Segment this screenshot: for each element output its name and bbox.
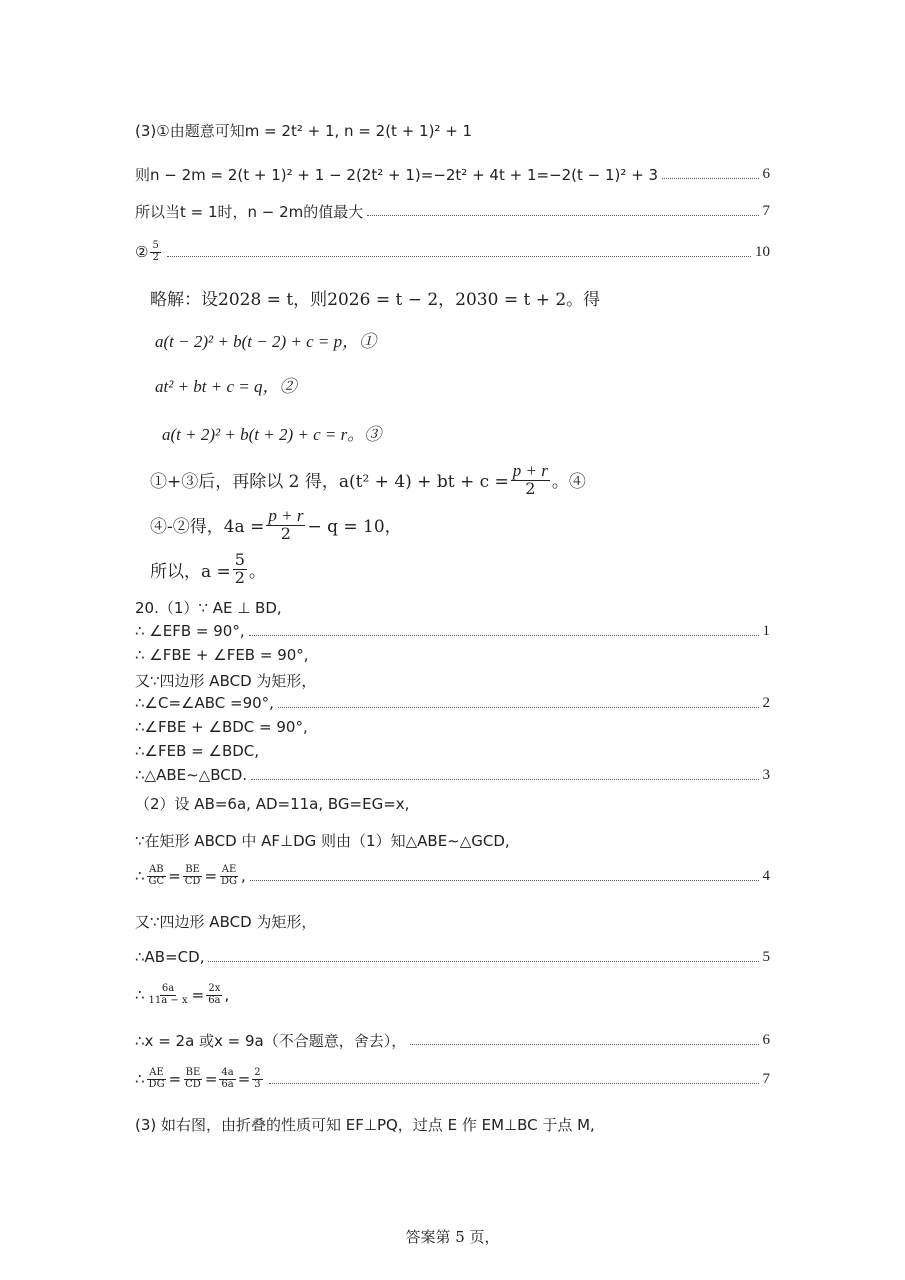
line-text: （2）设 AB=6a, AD=11a, BG=EG=x, [135, 795, 410, 813]
line-text: 则n − 2m = 2(t + 1)² + 1 − 2(2t² + 1)=−2t² + 4t + 1=−2(t − 1)² + 3 [135, 166, 659, 184]
line-q20-similar [135, 766, 770, 784]
line-equation-2 [155, 372, 790, 397]
line-text: ∴ [135, 1070, 145, 1088]
line-text: ∴ [135, 867, 145, 885]
line-text: a(t − 2)² + b(t − 2) + c = p，① [155, 332, 377, 351]
page-footer: 答案第 5 页， [405, 1228, 500, 1246]
line-q20-step1 [135, 622, 770, 640]
line-text: ∴△ABE∼△BCD. [135, 766, 248, 784]
dot-leader [167, 256, 751, 257]
line-q20-step2 [135, 694, 770, 712]
score-point: 2 [762, 694, 770, 711]
line-text: ①+③后，再除以 2 得，a(t² + 4) + bt + c = [150, 472, 509, 493]
line-text: ② [135, 243, 149, 261]
line-text: ∴ [135, 986, 145, 1004]
line-equation-4 [150, 462, 785, 498]
line-text: 所以，a = [150, 561, 231, 582]
dot-leader [278, 707, 759, 708]
fraction: $\frac{AB}{GC}$ [148, 864, 165, 887]
line-text: ∵在矩形 ABCD 中 AF⊥DG 则由（1）知△ABE∼△GCD, [135, 832, 510, 850]
line-tail: 。 [248, 561, 266, 582]
line-tail: − q = 10， [307, 517, 402, 538]
dot-leader [410, 1044, 758, 1045]
line-equation-1 [155, 327, 790, 352]
score-point: 1 [762, 622, 770, 639]
line-text: 又∵四边形 ABCD 为矩形， [135, 913, 317, 931]
line-text: ④-②得，4a = [150, 517, 265, 538]
fraction: $\frac{2}{3}$ [254, 1067, 261, 1090]
fraction: $\frac{p + r}{2}$ [512, 461, 548, 498]
dot-leader [251, 779, 758, 780]
line-text: 又∵四边形 ABCD 为矩形， [135, 672, 317, 690]
line-subtract [150, 507, 785, 543]
line-tail: , [224, 986, 230, 1004]
score-point: 3 [762, 766, 770, 783]
dot-leader [208, 961, 758, 962]
fraction: $\frac{5}{2}$ [152, 240, 159, 263]
line-q20-step1b [135, 646, 770, 664]
line-text: ∴ ∠EFB = 90°, [135, 622, 245, 640]
score-point: 7 [762, 1070, 770, 1087]
line-tail: 。④ [551, 472, 586, 493]
dot-leader [249, 635, 759, 636]
line-result-a [150, 552, 785, 587]
line-q20-rect2 [135, 911, 770, 932]
line-q20-angle-equal [135, 742, 770, 760]
line-equation-3 [162, 420, 797, 445]
line-q20-start [135, 597, 770, 618]
line-q20-ratio: ∴ $\frac{AB}{GC}$ = $\frac{BE}{CD}$ = $\frac{AE}{DG}$ , 4 [135, 864, 770, 887]
score-point: 6 [762, 166, 770, 182]
line-text: ∴AB=CD, [135, 948, 205, 966]
line-q20-rect [135, 670, 770, 691]
dot-leader [367, 215, 758, 216]
line-q20-part2-similar [135, 830, 770, 851]
line-brief-solution [150, 285, 785, 310]
line-text: 20.（1）∵ AE ⊥ BD, [135, 599, 282, 617]
line-text: ∴∠FBE + ∠BDC = 90°, [135, 718, 308, 736]
line-part3-given [135, 120, 770, 141]
line-text: (3)①由题意可知m = 2t² + 1, n = 2(t + 1)² + 1 [135, 122, 473, 140]
line-text: at² + bt + c = q，② [155, 377, 297, 396]
line-text: a(t + 2)² + b(t + 2) + c = r。③ [162, 425, 382, 444]
line-text: 略解：设2028 = t，则2026 = t − 2，2030 = t + 2。得 [150, 290, 601, 310]
line-q20-part3 [135, 1114, 770, 1135]
line-tail: , [241, 867, 246, 885]
line-q20-final-ratio: ∴ $\frac{AE}{DG}$ = $\frac{BE}{CD}$ = $\frac{4a}{6a}$ = $\frac{2}{3}$ 7 [135, 1067, 770, 1090]
line-q20-equation: ∴ $\frac{6a}{11a - x}$ = $\frac{2x}{6a}$ , [135, 983, 230, 1006]
dot-leader [269, 1083, 759, 1084]
score-point: 4 [762, 867, 770, 884]
fraction: $\frac{6a}{11a - x}$ [148, 983, 188, 1006]
fraction: $\frac{5}{2}$ [234, 550, 245, 587]
line-text: ∴ ∠FBE + ∠FEB = 90°, [135, 646, 309, 664]
line-part3-answer [135, 241, 770, 263]
score-point: 7 [762, 203, 770, 219]
line-text: ∴∠FEB = ∠BDC, [135, 742, 260, 760]
line-text: ∴x = 2a 或x = 9a（不合题意，舍去）， [135, 1032, 407, 1050]
line-q20-part2-set [135, 793, 770, 814]
line-part3-expand [135, 164, 770, 185]
dot-leader [662, 178, 758, 179]
line-q20-angle-sum [135, 718, 770, 736]
line-part3-max [135, 201, 770, 222]
line-text: 所以当t = 1时，n − 2m的值最大 [135, 203, 364, 221]
fraction: $\frac{2x}{6a}$ [208, 983, 221, 1006]
score-point: 5 [762, 948, 770, 965]
dot-leader [250, 880, 759, 881]
fraction: $\frac{BE}{CD}$ [185, 1067, 201, 1090]
fraction: $\frac{BE}{CD}$ [184, 864, 201, 887]
fraction: $\frac{4a}{6a}$ [221, 1067, 234, 1090]
fraction: $\frac{AE}{DG}$ [148, 1067, 165, 1090]
score-point: 6 [762, 1032, 770, 1048]
line-text: (3) 如右图，由折叠的性质可知 EF⊥PQ，过点 E 作 EM⊥BC 于点 M, [135, 1116, 595, 1134]
line-q20-ab-cd [135, 948, 770, 966]
score-point: 10 [755, 243, 770, 260]
fraction: $\frac{p + r}{2}$ [268, 506, 304, 543]
line-text: ∴∠C=∠ABC =90°, [135, 694, 274, 712]
fraction: $\frac{AE}{DG}$ [221, 864, 238, 887]
line-q20-solutions [135, 1030, 770, 1051]
